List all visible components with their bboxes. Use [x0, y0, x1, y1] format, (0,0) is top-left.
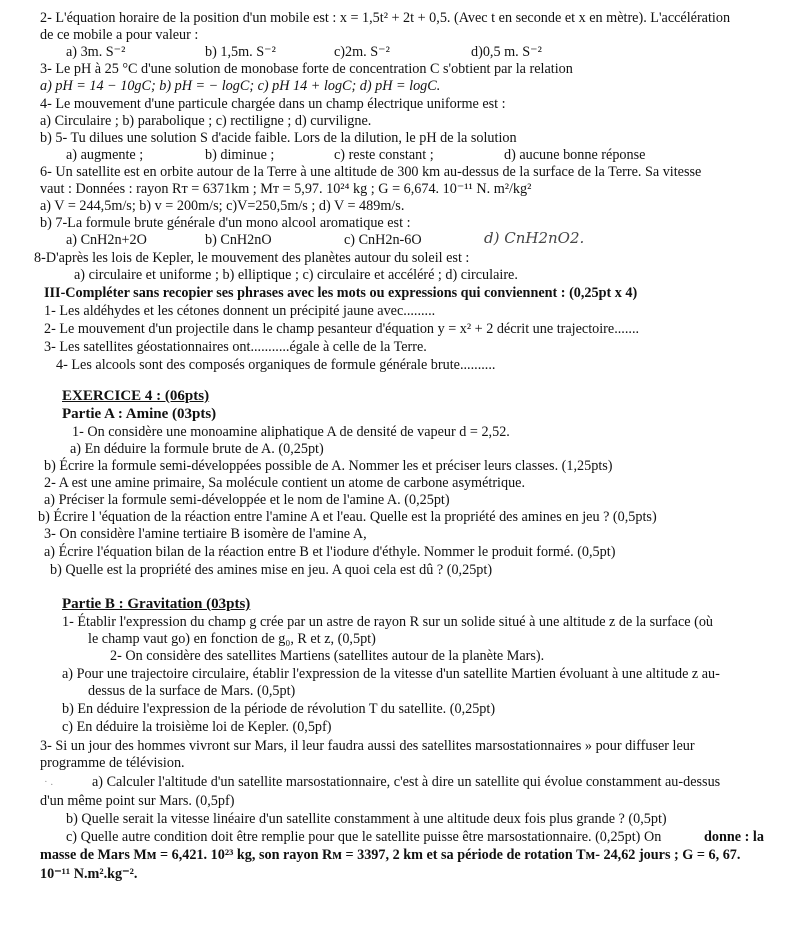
- partB-line-10: a) Calculer l'altitude d'un satellite marsostationnaire, c'est à dire un satellite qui évolue constamment au-dessus: [92, 774, 721, 790]
- partA-title: Partie A : Amine (03pts): [62, 406, 217, 422]
- q7-option-c: c) CnH2n-6O: [344, 232, 422, 248]
- q7-text: b) 7-La formule brute générale d'un mono alcool aromatique est :: [40, 215, 411, 231]
- q6-text-line2: vaut : Données : rayon Rт = 6371km ; Mт = 5,97. 10²⁴ kg ; G = 6,674. 10⁻¹¹ N. m²/kg²: [40, 181, 532, 197]
- partA-line-7: 3- On considère l'amine tertiaire B isomère de l'amine A,: [44, 526, 367, 542]
- partB-line-7: c) En déduire la troisième loi de Kepler. (0,5pf): [62, 719, 332, 735]
- q5-option-a: a) augmente ;: [66, 147, 144, 163]
- partB-line-1: 1- Établir l'expression du champ g crée par un astre de rayon R sur un solide situé à une altitude z de la surface (où: [62, 614, 714, 630]
- partA-line-3: b) Écrire la formule semi-développées possible de A. Nommer les et préciser leurs classes. (1,25pts): [44, 458, 613, 474]
- partB-line-12: b) Quelle serait la vitesse linéaire d'un satellite constamment à une altitude deux fois plus grande ? (0,5pt): [66, 811, 667, 827]
- partA-line-5: a) Préciser la formule semi-développée et le nom de l'amine A. (0,25pt): [44, 492, 450, 508]
- partB-line-11: d'un même point sur Mars. (0,5pf): [40, 793, 235, 809]
- q6-options: a) V = 244,5m/s; b) v = 200m/s; c)V=250,5m/s ; d) V = 489m/s.: [40, 198, 405, 214]
- partB-line-5: dessus de la surface de Mars. (0,5pt): [88, 683, 296, 699]
- q7-option-b: b) CnH2nO: [205, 232, 272, 248]
- q2-text-line2: de ce mobile a pour valeur :: [40, 27, 199, 43]
- scan-artifact: · .: [44, 776, 54, 788]
- q6-text-line1: 6- Un satellite est en orbite autour de la Terre à une altitude de 300 km au-dessus de la surface de la Terre. Sa vitesse: [40, 164, 702, 180]
- partB-line-14: masse de Mars Mм = 6,421. 10²³ kg, son rayon Rм = 3397, 2 km et sa période de rotation Tм- 24,62 jours ; G = 6, 67.: [40, 847, 741, 863]
- q2-option-c: c)2m. S⁻²: [334, 44, 390, 60]
- partB-line-13-donne: donne : la: [704, 829, 764, 845]
- q5-option-d: d) aucune bonne réponse: [504, 147, 646, 163]
- q5-text: b) 5- Tu dilues une solution S d'acide faible. Lors de la dilution, le pH de la solution: [40, 130, 517, 146]
- q8-text: 8-D'après les lois de Kepler, le mouvement des planètes autour du soleil est :: [34, 250, 470, 266]
- q4-text: 4- Le mouvement d'une particule chargée dans un champ électrique uniforme est :: [40, 96, 506, 112]
- partB-line-9: programme de télévision.: [40, 755, 185, 771]
- q2-text-line1: 2- L'équation horaire de la position d'un mobile est : x = 1,5t² + 2t + 0,5. (Avec t en seconde et x en mètre). L'accélération: [40, 10, 731, 26]
- q4-options: a) Circulaire ; b) parabolique ; c) rectiligne ; d) curviligne.: [40, 113, 372, 129]
- partA-line-8: a) Écrire l'équation bilan de la réaction entre B et l'iodure d'éthyle. Nommer le produit formé. (0,5pt): [44, 544, 616, 560]
- partB-line-2: le champ vaut go) en fonction de g₀, R et z, (0,5pt): [88, 631, 376, 647]
- section3-title: III-Compléter sans recopier ses phrases avec les mots ou expressions qui conviennent : (0,25pt x 4): [44, 285, 638, 301]
- partA-line-4: 2- A est une amine primaire, Sa molécule contient un atome de carbone asymétrique.: [44, 475, 526, 491]
- partA-line-2: a) En déduire la formule brute de A. (0,25pt): [70, 441, 324, 457]
- q2-option-d: d)0,5 m. S⁻²: [471, 44, 542, 60]
- partB-line-4: a) Pour une trajectoire circulaire, établir l'expression de la vitesse d'un satellite Martien évoluant à une altitude z au-: [62, 666, 720, 682]
- partA-line-9: b) Quelle est la propriété des amines mise en jeu. A quoi cela est dû ? (0,25pt): [50, 562, 493, 578]
- section3-item-3: 3- Les satellites géostationnaires ont...........égale à celle de la Terre.: [44, 339, 427, 355]
- section3-item-4: 4- Les alcools sont des composés organiques de formule générale brute..........: [56, 357, 496, 373]
- partB-line-3: 2- On considère des satellites Martiens (satellites autour de la planète Mars).: [110, 648, 545, 664]
- partB-line-15: 10⁻¹¹ N.m².kg⁻².: [40, 866, 138, 882]
- partA-line-6: b) Écrire l 'équation de la réaction entre l'amine A et l'eau. Quelle est la propriété des amines en jeu ? (0,5pts): [38, 509, 657, 525]
- section3-item-1: 1- Les aldéhydes et les cétones donnent un précipité jaune avec.........: [44, 303, 436, 319]
- q7-option-d-handwritten: d) CnH2nO2.: [484, 229, 585, 247]
- q7-option-a: a) CnH2n+2O: [66, 232, 147, 248]
- partA-line-1: 1- On considère une monoamine aliphatique A de densité de vapeur d = 2,52.: [72, 424, 510, 440]
- q3-options: a) pH = 14 − 10gC; b) pH = − logC; c) pH 14 + logC; d) pH = logC.: [40, 78, 441, 94]
- q2-option-b: b) 1,5m. S⁻²: [205, 44, 276, 60]
- partB-line-8: 3- Si un jour des hommes vivront sur Mars, il leur faudra aussi des satellites marsostationnaires » pour diffuser leur: [40, 738, 695, 754]
- partB-title: Partie B : Gravitation (03pts): [62, 596, 251, 612]
- partB-line-6: b) En déduire l'expression de la période de révolution T du satellite. (0,25pt): [62, 701, 496, 717]
- q5-option-b: b) diminue ;: [205, 147, 275, 163]
- q2-option-a: a) 3m. S⁻²: [66, 44, 126, 60]
- q3-text: 3- Le pH à 25 °C d'une solution de monobase forte de concentration C s'obtient par la relation: [40, 61, 573, 77]
- partB-line-13: c) Quelle autre condition doit être remplie pour que le satellite puisse être marsostationnaire. (0,25pt) On: [66, 829, 662, 845]
- q8-options: a) circulaire et uniforme ; b) elliptique ; c) circulaire et accéléré ; d) circulaire.: [74, 267, 518, 283]
- section3-item-2: 2- Le mouvement d'un projectile dans le champ pesanteur d'équation y = x² + 2 décrit une trajectoire.......: [44, 321, 640, 337]
- exercise4-title: EXERCICE 4 : (06pts): [62, 388, 210, 404]
- q5-option-c: c) reste constant ;: [334, 147, 434, 163]
